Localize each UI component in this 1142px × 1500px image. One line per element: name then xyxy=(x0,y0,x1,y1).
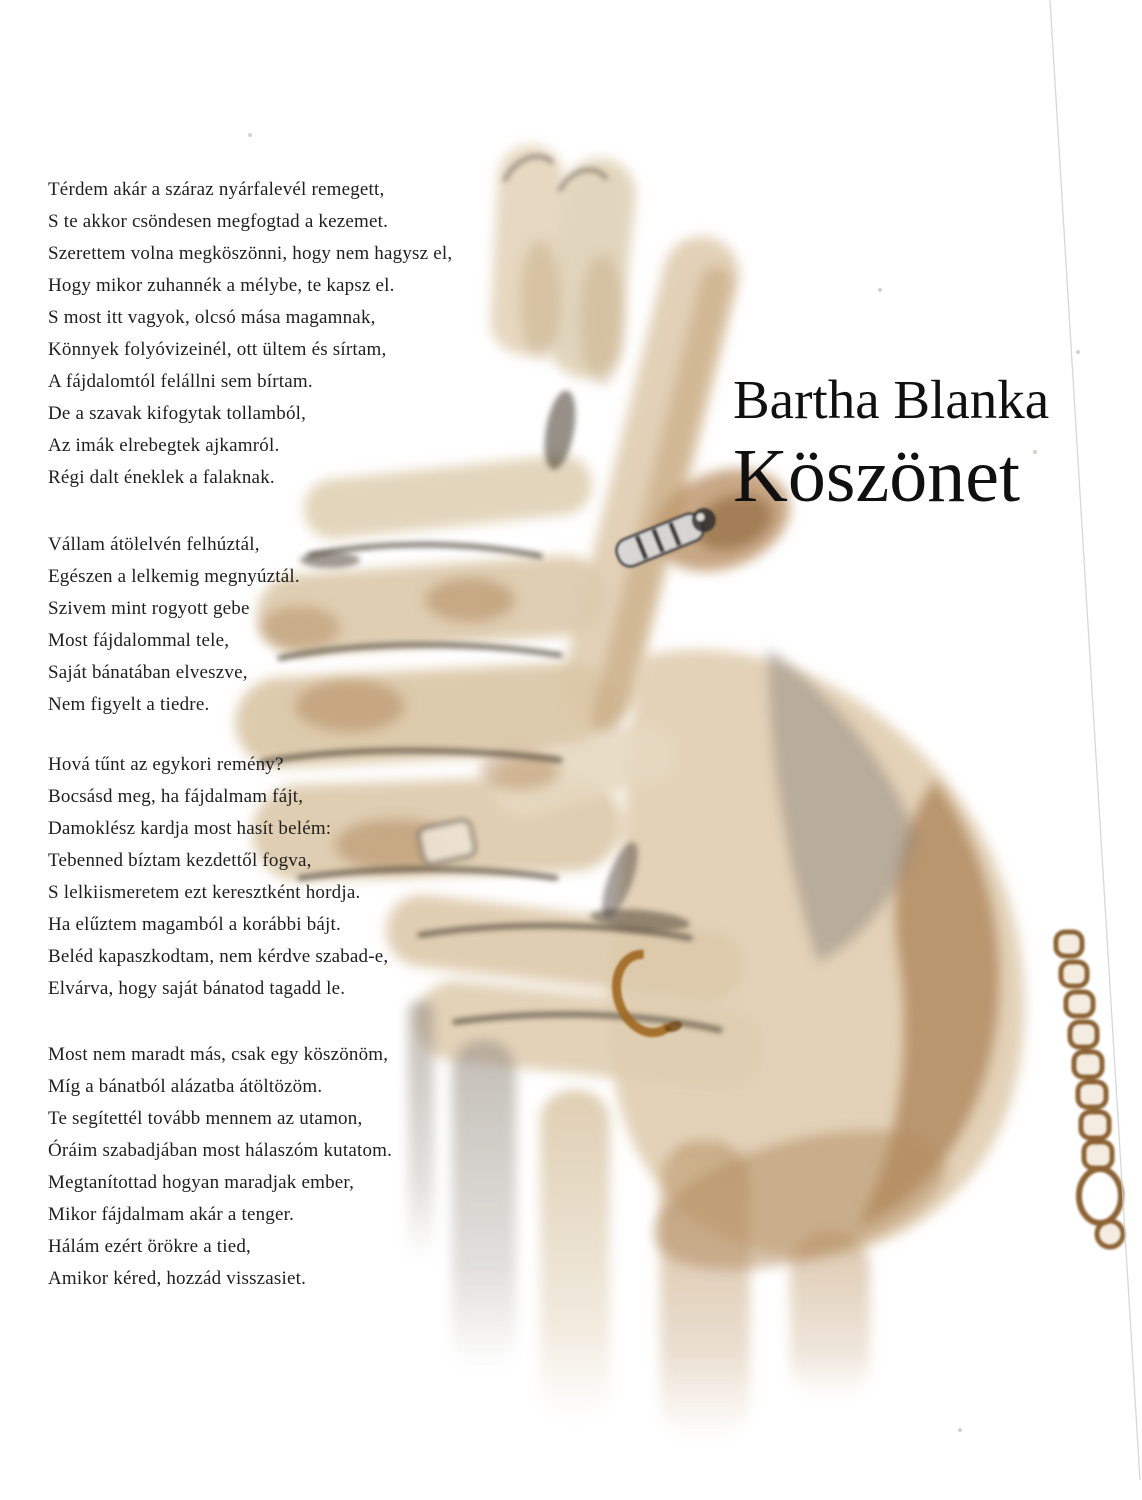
poem-line: Mikor fájdalmam akár a tenger. xyxy=(48,1204,295,1225)
poem-text xyxy=(48,174,452,1295)
poem-line: Saját bánatában elveszve, xyxy=(48,662,248,683)
poem-line: Hová tűnt az egykori remény? xyxy=(48,754,284,775)
poem-line: Míg a bánatból alázatba átöltözöm. xyxy=(48,1076,323,1097)
stanza-1 xyxy=(48,174,452,494)
wrist-stroke xyxy=(540,1090,610,1420)
chain-link xyxy=(1084,1142,1112,1168)
poem-line: Most fájdalommal tele, xyxy=(48,630,230,651)
poem-line: Az imák elrebegtek ajkamról. xyxy=(48,435,280,456)
poem-line: A fájdalomtól felállni sem bírtam. xyxy=(48,371,313,392)
poem-line: Te segítettél tovább mennem az utamon, xyxy=(48,1108,363,1129)
poem-line: Vállam átölelvén felhúztál, xyxy=(48,534,260,555)
poem-line: Megtanítottad hogyan maradjak ember, xyxy=(48,1172,355,1193)
chain-link xyxy=(1056,932,1082,956)
speck xyxy=(958,1428,962,1432)
speck xyxy=(1076,350,1080,354)
wrist-stroke xyxy=(452,1040,516,1370)
chain-link xyxy=(1066,992,1093,1016)
speck xyxy=(878,288,882,292)
poem-line: Hálám ezért örökre a tied, xyxy=(48,1236,252,1257)
watch-chain xyxy=(1056,932,1123,1247)
stanza-4 xyxy=(48,1039,452,1295)
title-block xyxy=(733,370,1049,516)
poem-line: Ha elűztem magamból a korábbi bájt. xyxy=(48,914,341,935)
poem-line: Régi dalt éneklek a falaknak. xyxy=(48,467,275,488)
poem-line: Elvárva, hogy saját bánatod tagadd le. xyxy=(48,978,346,999)
chain-link xyxy=(1074,1052,1102,1077)
stanza-3 xyxy=(48,749,452,1005)
poem-line: S lelkiismeretem ezt keresztként hordja. xyxy=(48,882,361,903)
poem-line: S te akkor csöndesen megfogtad a kezemet. xyxy=(48,211,389,232)
poem-title: Köszönet xyxy=(733,434,1021,518)
poem-line: Tebenned bíztam kezdettől fogva, xyxy=(48,850,312,871)
chain-link xyxy=(1081,1112,1109,1138)
watch-clasp xyxy=(1079,1169,1121,1223)
chain-link xyxy=(1061,962,1087,986)
poem-line: Egészen a lelkemig megnyúztál. xyxy=(48,566,300,587)
chain-link xyxy=(1078,1082,1106,1107)
poem-line: Hogy mikor zuhannék a mélybe, te kapsz el. xyxy=(48,275,395,296)
author-name: Bartha Blanka xyxy=(733,369,1050,430)
fingertip-shade xyxy=(580,255,624,385)
speck xyxy=(248,133,252,137)
poem-line: Most nem maradt más, csak egy köszönöm, xyxy=(48,1044,389,1065)
page-fold-line xyxy=(1050,0,1140,1480)
watch-clasp-ring xyxy=(1097,1221,1123,1247)
poem-line: Beléd kapaszkodtam, nem kérdve szabad-e, xyxy=(48,946,389,967)
fingertip-shade xyxy=(520,240,560,360)
poem-line: Könnyek folyóvizeinél, ott ültem és sírtam, xyxy=(48,339,387,360)
poem-line: Bocsásd meg, ha fájdalmam fájt, xyxy=(48,786,304,807)
poem-line: Szivem mint rogyott gebe xyxy=(48,598,250,619)
chain-link xyxy=(1070,1022,1097,1047)
poem-line: S most itt vagyok, olcsó mása magamnak, xyxy=(48,307,376,328)
poem-line: Amikor kéred, hozzád visszasiet. xyxy=(48,1268,307,1289)
stanza-2 xyxy=(48,529,452,721)
poem-line: Térdem akár a száraz nyárfalevél remegett, xyxy=(48,179,385,200)
poem-line: Szerettem volna megköszönni, hogy nem hagysz el, xyxy=(48,243,453,264)
poem-line: Óráim szabadjában most hálaszóm kutatom. xyxy=(48,1140,393,1161)
poem-line: Damoklész kardja most hasít belém: xyxy=(48,818,332,839)
poem-line: De a szavak kifogytak tollamból, xyxy=(48,403,307,424)
poem-line: Nem figyelt a tiedre. xyxy=(48,694,210,715)
